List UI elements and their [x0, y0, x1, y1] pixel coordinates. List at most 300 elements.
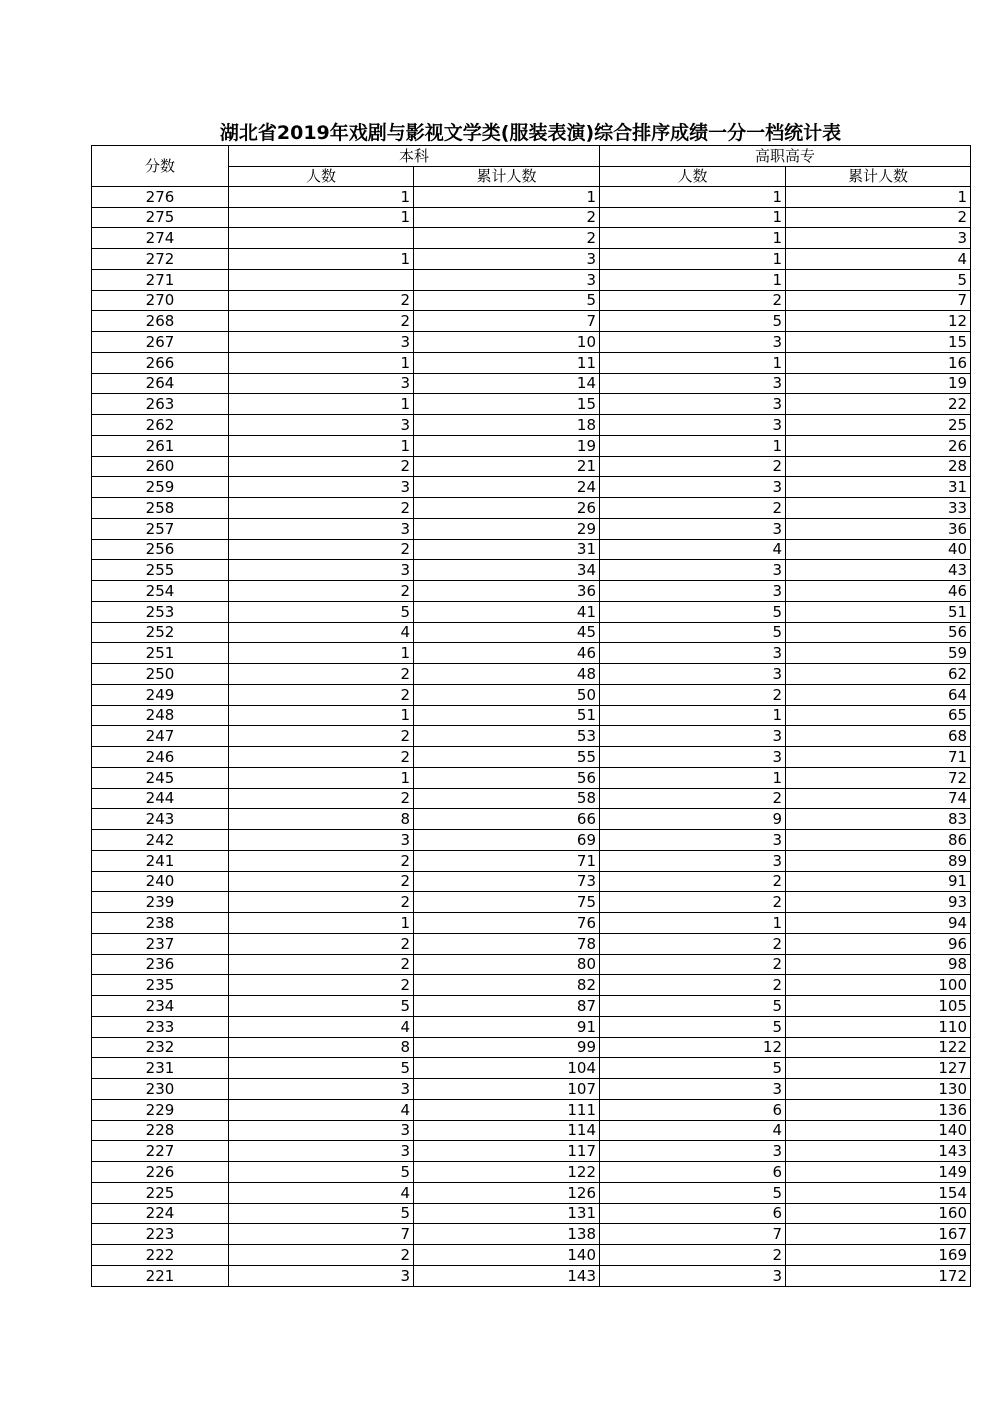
undergraduate-count-cell: 2 [229, 788, 414, 809]
undergraduate-count-cell: 4 [229, 622, 414, 643]
undergraduate-count-cell: 1 [229, 249, 414, 270]
undergraduate-cumulative-cell: 29 [414, 518, 600, 539]
undergraduate-cumulative-cell: 5 [414, 290, 600, 311]
vocational-cumulative-cell: 51 [786, 601, 971, 622]
undergraduate-count-cell: 1 [229, 352, 414, 373]
undergraduate-cumulative-cell: 31 [414, 539, 600, 560]
score-cell: 249 [92, 684, 229, 705]
score-cell: 224 [92, 1203, 229, 1224]
vocational-count-cell: 2 [600, 788, 786, 809]
undergraduate-count-cell: 3 [229, 1120, 414, 1141]
undergraduate-count-cell: 3 [229, 1079, 414, 1100]
vocational-cumulative-cell: 96 [786, 933, 971, 954]
vocational-cumulative-cell: 160 [786, 1203, 971, 1224]
vocational-cumulative-cell: 62 [786, 664, 971, 685]
undergraduate-count-cell: 2 [229, 311, 414, 332]
vocational-count-cell: 2 [600, 871, 786, 892]
table-row [92, 726, 971, 747]
undergraduate-count-cell: 2 [229, 975, 414, 996]
table-row [92, 477, 971, 498]
vocational-cumulative-cell: 4 [786, 249, 971, 270]
score-cell: 257 [92, 518, 229, 539]
undergraduate-count-cell: 3 [229, 830, 414, 851]
score-cell: 262 [92, 415, 229, 436]
score-cell: 242 [92, 830, 229, 851]
undergraduate-cumulative-cell: 1 [414, 186, 600, 207]
vocational-count-cell: 4 [600, 1120, 786, 1141]
score-cell: 254 [92, 581, 229, 602]
vocational-cumulative-cell: 64 [786, 684, 971, 705]
table-row [92, 684, 971, 705]
vocational-count-cell: 5 [600, 622, 786, 643]
undergraduate-count-cell: 8 [229, 809, 414, 830]
undergraduate-count-cell: 2 [229, 664, 414, 685]
vocational-count-cell: 2 [600, 892, 786, 913]
undergraduate-cumulative-cell: 19 [414, 435, 600, 456]
score-cell: 240 [92, 871, 229, 892]
vocational-cumulative-cell: 167 [786, 1224, 971, 1245]
undergraduate-cumulative-cell: 80 [414, 954, 600, 975]
score-cell: 268 [92, 311, 229, 332]
vocational-count-cell: 1 [600, 207, 786, 228]
undergraduate-cumulative-cell: 45 [414, 622, 600, 643]
score-cell: 255 [92, 560, 229, 581]
table-row [92, 290, 971, 311]
vocational-count-cell: 1 [600, 186, 786, 207]
score-cell: 244 [92, 788, 229, 809]
vocational-cumulative-cell: 172 [786, 1265, 971, 1286]
undergraduate-count-cell: 1 [229, 767, 414, 788]
table-row [92, 747, 971, 768]
undergraduate-cumulative-cell: 15 [414, 394, 600, 415]
vocational-count-cell: 5 [600, 1058, 786, 1079]
score-cell: 236 [92, 954, 229, 975]
table-row [92, 186, 971, 207]
vocational-cumulative-cell: 149 [786, 1162, 971, 1183]
vocational-count-cell: 1 [600, 269, 786, 290]
undergraduate-cumulative-cell: 76 [414, 913, 600, 934]
score-cell: 221 [92, 1265, 229, 1286]
vocational-cumulative-cell: 136 [786, 1099, 971, 1120]
table-row [92, 518, 971, 539]
undergraduate-count-cell: 2 [229, 498, 414, 519]
table-row [92, 975, 971, 996]
undergraduate-cumulative-cell: 14 [414, 373, 600, 394]
vocational-count-cell: 2 [600, 975, 786, 996]
score-cell: 231 [92, 1058, 229, 1079]
undergraduate-cumulative-cell: 3 [414, 249, 600, 270]
vocational-count-cell: 3 [600, 581, 786, 602]
undergraduate-cumulative-cell: 138 [414, 1224, 600, 1245]
vocational-cumulative-cell: 93 [786, 892, 971, 913]
table-row [92, 1099, 971, 1120]
table-row [92, 1141, 971, 1162]
undergraduate-cumulative-cell: 11 [414, 352, 600, 373]
vocational-count-cell: 3 [600, 394, 786, 415]
undergraduate-cumulative-cell: 66 [414, 809, 600, 830]
score-cell: 239 [92, 892, 229, 913]
vocational-count-cell: 3 [600, 850, 786, 871]
undergraduate-cumulative-cell: 107 [414, 1079, 600, 1100]
table-row [92, 850, 971, 871]
score-cell: 259 [92, 477, 229, 498]
undergraduate-count-cell: 7 [229, 1224, 414, 1245]
vocational-count-cell: 5 [600, 996, 786, 1017]
score-cell: 266 [92, 352, 229, 373]
table-row [92, 249, 971, 270]
table-row [92, 1016, 971, 1037]
vocational-cumulative-cell: 89 [786, 850, 971, 871]
undergraduate-count-cell: 3 [229, 373, 414, 394]
undergraduate-count-cell: 4 [229, 1099, 414, 1120]
vocational-cumulative-cell: 86 [786, 830, 971, 851]
vocational-count-cell: 6 [600, 1099, 786, 1120]
score-cell: 234 [92, 996, 229, 1017]
vocational-count-cell: 5 [600, 1182, 786, 1203]
vocational-cumulative-cell: 15 [786, 332, 971, 353]
vocational-count-cell: 2 [600, 498, 786, 519]
header-undergraduate: 本科 [229, 146, 600, 167]
undergraduate-cumulative-cell: 48 [414, 664, 600, 685]
table-row [92, 539, 971, 560]
undergraduate-count-cell: 2 [229, 850, 414, 871]
table-row [92, 601, 971, 622]
vocational-count-cell: 6 [600, 1162, 786, 1183]
table-row [92, 332, 971, 353]
vocational-count-cell: 3 [600, 477, 786, 498]
score-cell: 264 [92, 373, 229, 394]
table-row [92, 456, 971, 477]
score-cell: 258 [92, 498, 229, 519]
header-score: 分数 [92, 146, 229, 187]
undergraduate-count-cell: 1 [229, 394, 414, 415]
undergraduate-cumulative-cell: 7 [414, 311, 600, 332]
score-cell: 251 [92, 643, 229, 664]
vocational-cumulative-cell: 43 [786, 560, 971, 581]
undergraduate-count-cell: 2 [229, 684, 414, 705]
vocational-cumulative-cell: 59 [786, 643, 971, 664]
vocational-count-cell: 2 [600, 933, 786, 954]
undergraduate-cumulative-cell: 143 [414, 1265, 600, 1286]
vocational-count-cell: 1 [600, 249, 786, 270]
undergraduate-cumulative-cell: 58 [414, 788, 600, 809]
table-row [92, 767, 971, 788]
table-row [92, 352, 971, 373]
score-cell: 243 [92, 809, 229, 830]
vocational-count-cell: 2 [600, 954, 786, 975]
table-row [92, 622, 971, 643]
vocational-cumulative-cell: 110 [786, 1016, 971, 1037]
undergraduate-count-cell: 3 [229, 332, 414, 353]
vocational-cumulative-cell: 130 [786, 1079, 971, 1100]
undergraduate-count-cell: 4 [229, 1182, 414, 1203]
vocational-cumulative-cell: 33 [786, 498, 971, 519]
table-row [92, 1265, 971, 1286]
table-row [92, 809, 971, 830]
undergraduate-cumulative-cell: 55 [414, 747, 600, 768]
undergraduate-cumulative-cell: 122 [414, 1162, 600, 1183]
vocational-count-cell: 3 [600, 830, 786, 851]
undergraduate-cumulative-cell: 21 [414, 456, 600, 477]
vocational-count-cell: 2 [600, 684, 786, 705]
score-cell: 238 [92, 913, 229, 934]
vocational-count-cell: 1 [600, 352, 786, 373]
score-cell: 276 [92, 186, 229, 207]
undergraduate-cumulative-cell: 82 [414, 975, 600, 996]
undergraduate-count-cell: 2 [229, 456, 414, 477]
undergraduate-cumulative-cell: 131 [414, 1203, 600, 1224]
vocational-cumulative-cell: 7 [786, 290, 971, 311]
vocational-count-cell: 3 [600, 332, 786, 353]
undergraduate-cumulative-cell: 34 [414, 560, 600, 581]
undergraduate-cumulative-cell: 50 [414, 684, 600, 705]
undergraduate-count-cell: 2 [229, 290, 414, 311]
score-cell: 253 [92, 601, 229, 622]
score-cell: 237 [92, 933, 229, 954]
vocational-cumulative-cell: 19 [786, 373, 971, 394]
vocational-count-cell: 3 [600, 747, 786, 768]
vocational-cumulative-cell: 36 [786, 518, 971, 539]
table-row [92, 394, 971, 415]
score-cell: 247 [92, 726, 229, 747]
vocational-cumulative-cell: 3 [786, 228, 971, 249]
score-cell: 233 [92, 1016, 229, 1037]
undergraduate-count-cell: 3 [229, 1141, 414, 1162]
vocational-count-cell: 1 [600, 913, 786, 934]
score-cell: 230 [92, 1079, 229, 1100]
table-row [92, 913, 971, 934]
vocational-cumulative-cell: 26 [786, 435, 971, 456]
vocational-cumulative-cell: 65 [786, 705, 971, 726]
score-table [91, 145, 971, 1287]
undergraduate-cumulative-cell: 117 [414, 1141, 600, 1162]
vocational-cumulative-cell: 40 [786, 539, 971, 560]
table-row [92, 933, 971, 954]
table-row [92, 1037, 971, 1058]
vocational-count-cell: 7 [600, 1224, 786, 1245]
score-cell: 260 [92, 456, 229, 477]
undergraduate-cumulative-cell: 10 [414, 332, 600, 353]
vocational-count-cell: 5 [600, 601, 786, 622]
undergraduate-cumulative-cell: 2 [414, 207, 600, 228]
vocational-cumulative-cell: 22 [786, 394, 971, 415]
undergraduate-count-cell: 4 [229, 1016, 414, 1037]
undergraduate-cumulative-cell: 126 [414, 1182, 600, 1203]
undergraduate-cumulative-cell: 24 [414, 477, 600, 498]
vocational-count-cell: 3 [600, 1265, 786, 1286]
undergraduate-count-cell: 5 [229, 1203, 414, 1224]
undergraduate-count-cell: 5 [229, 1058, 414, 1079]
score-cell: 250 [92, 664, 229, 685]
undergraduate-cumulative-cell: 26 [414, 498, 600, 519]
vocational-cumulative-cell: 12 [786, 311, 971, 332]
table-row [92, 892, 971, 913]
undergraduate-count-cell: 1 [229, 913, 414, 934]
undergraduate-cumulative-cell: 87 [414, 996, 600, 1017]
score-cell: 248 [92, 705, 229, 726]
undergraduate-cumulative-cell: 3 [414, 269, 600, 290]
table-row [92, 228, 971, 249]
table-row [92, 207, 971, 228]
vocational-count-cell: 1 [600, 767, 786, 788]
vocational-cumulative-cell: 169 [786, 1245, 971, 1266]
vocational-cumulative-cell: 140 [786, 1120, 971, 1141]
vocational-cumulative-cell: 31 [786, 477, 971, 498]
vocational-count-cell: 3 [600, 373, 786, 394]
undergraduate-count-cell: 3 [229, 560, 414, 581]
score-cell: 235 [92, 975, 229, 996]
table-row [92, 415, 971, 436]
vocational-count-cell: 2 [600, 456, 786, 477]
undergraduate-count-cell: 5 [229, 996, 414, 1017]
table-row [92, 1079, 971, 1100]
undergraduate-count-cell: 3 [229, 518, 414, 539]
vocational-count-cell: 3 [600, 560, 786, 581]
undergraduate-count-cell: 2 [229, 1245, 414, 1266]
vocational-cumulative-cell: 25 [786, 415, 971, 436]
undergraduate-count-cell: 2 [229, 747, 414, 768]
score-cell: 232 [92, 1037, 229, 1058]
table-header [92, 146, 971, 187]
undergraduate-cumulative-cell: 46 [414, 643, 600, 664]
table-row [92, 1182, 971, 1203]
vocational-count-cell: 6 [600, 1203, 786, 1224]
undergraduate-count-cell: 3 [229, 1265, 414, 1286]
table-body [92, 186, 971, 1286]
table-row [92, 871, 971, 892]
undergraduate-cumulative-cell: 140 [414, 1245, 600, 1266]
vocational-cumulative-cell: 91 [786, 871, 971, 892]
table-row [92, 954, 971, 975]
header-vocational-count: 人数 [600, 166, 786, 186]
vocational-count-cell: 3 [600, 664, 786, 685]
undergraduate-count-cell: 3 [229, 477, 414, 498]
score-cell: 271 [92, 269, 229, 290]
table-row [92, 664, 971, 685]
undergraduate-cumulative-cell: 2 [414, 228, 600, 249]
vocational-count-cell: 3 [600, 1079, 786, 1100]
table-row [92, 373, 971, 394]
vocational-count-cell: 1 [600, 228, 786, 249]
vocational-count-cell: 1 [600, 435, 786, 456]
undergraduate-cumulative-cell: 41 [414, 601, 600, 622]
vocational-cumulative-cell: 94 [786, 913, 971, 934]
vocational-cumulative-cell: 127 [786, 1058, 971, 1079]
score-cell: 227 [92, 1141, 229, 1162]
undergraduate-cumulative-cell: 69 [414, 830, 600, 851]
table-row [92, 830, 971, 851]
undergraduate-count-cell: 2 [229, 539, 414, 560]
score-cell: 241 [92, 850, 229, 871]
undergraduate-count-cell: 1 [229, 435, 414, 456]
undergraduate-cumulative-cell: 104 [414, 1058, 600, 1079]
score-cell: 263 [92, 394, 229, 415]
undergraduate-count-cell: 1 [229, 207, 414, 228]
vocational-cumulative-cell: 5 [786, 269, 971, 290]
header-vocational-cumulative: 累计人数 [786, 166, 971, 186]
score-cell: 225 [92, 1182, 229, 1203]
vocational-cumulative-cell: 143 [786, 1141, 971, 1162]
vocational-cumulative-cell: 105 [786, 996, 971, 1017]
undergraduate-count-cell: 2 [229, 581, 414, 602]
score-cell: 245 [92, 767, 229, 788]
undergraduate-count-cell: 8 [229, 1037, 414, 1058]
table-row [92, 996, 971, 1017]
vocational-cumulative-cell: 68 [786, 726, 971, 747]
undergraduate-cumulative-cell: 91 [414, 1016, 600, 1037]
undergraduate-cumulative-cell: 56 [414, 767, 600, 788]
undergraduate-cumulative-cell: 51 [414, 705, 600, 726]
vocational-cumulative-cell: 46 [786, 581, 971, 602]
vocational-cumulative-cell: 74 [786, 788, 971, 809]
undergraduate-cumulative-cell: 73 [414, 871, 600, 892]
vocational-count-cell: 2 [600, 1245, 786, 1266]
undergraduate-cumulative-cell: 78 [414, 933, 600, 954]
undergraduate-count-cell: 2 [229, 933, 414, 954]
table-row [92, 269, 971, 290]
vocational-cumulative-cell: 154 [786, 1182, 971, 1203]
undergraduate-cumulative-cell: 99 [414, 1037, 600, 1058]
undergraduate-cumulative-cell: 36 [414, 581, 600, 602]
vocational-cumulative-cell: 100 [786, 975, 971, 996]
table-row [92, 1203, 971, 1224]
vocational-cumulative-cell: 56 [786, 622, 971, 643]
table-row [92, 311, 971, 332]
table-row [92, 643, 971, 664]
undergraduate-count-cell: 2 [229, 871, 414, 892]
score-cell: 222 [92, 1245, 229, 1266]
undergraduate-cumulative-cell: 18 [414, 415, 600, 436]
vocational-cumulative-cell: 98 [786, 954, 971, 975]
vocational-cumulative-cell: 28 [786, 456, 971, 477]
table-row [92, 1224, 971, 1245]
undergraduate-cumulative-cell: 111 [414, 1099, 600, 1120]
undergraduate-count-cell: 1 [229, 705, 414, 726]
undergraduate-count-cell: 2 [229, 892, 414, 913]
score-cell: 261 [92, 435, 229, 456]
table-row [92, 705, 971, 726]
vocational-count-cell: 12 [600, 1037, 786, 1058]
undergraduate-count-cell: 5 [229, 1162, 414, 1183]
vocational-count-cell: 5 [600, 1016, 786, 1037]
vocational-cumulative-cell: 122 [786, 1037, 971, 1058]
score-cell: 256 [92, 539, 229, 560]
table-row [92, 498, 971, 519]
undergraduate-count-cell: 2 [229, 726, 414, 747]
undergraduate-count-cell: 3 [229, 415, 414, 436]
undergraduate-count-cell: 5 [229, 601, 414, 622]
undergraduate-count-cell [229, 228, 414, 249]
score-cell: 267 [92, 332, 229, 353]
vocational-count-cell: 5 [600, 311, 786, 332]
score-cell: 228 [92, 1120, 229, 1141]
undergraduate-count-cell: 1 [229, 186, 414, 207]
vocational-count-cell: 1 [600, 705, 786, 726]
score-cell: 274 [92, 228, 229, 249]
vocational-count-cell: 3 [600, 726, 786, 747]
table-row [92, 435, 971, 456]
table-row [92, 1245, 971, 1266]
header-vocational: 高职高专 [600, 146, 971, 167]
table-row [92, 560, 971, 581]
score-cell: 252 [92, 622, 229, 643]
vocational-count-cell: 3 [600, 643, 786, 664]
vocational-count-cell: 9 [600, 809, 786, 830]
page-title: 湖北省2019年戏剧与影视文学类(服装表演)综合排序成绩一分一档统计表 [219, 122, 842, 144]
vocational-cumulative-cell: 16 [786, 352, 971, 373]
table-row [92, 1058, 971, 1079]
vocational-cumulative-cell: 72 [786, 767, 971, 788]
